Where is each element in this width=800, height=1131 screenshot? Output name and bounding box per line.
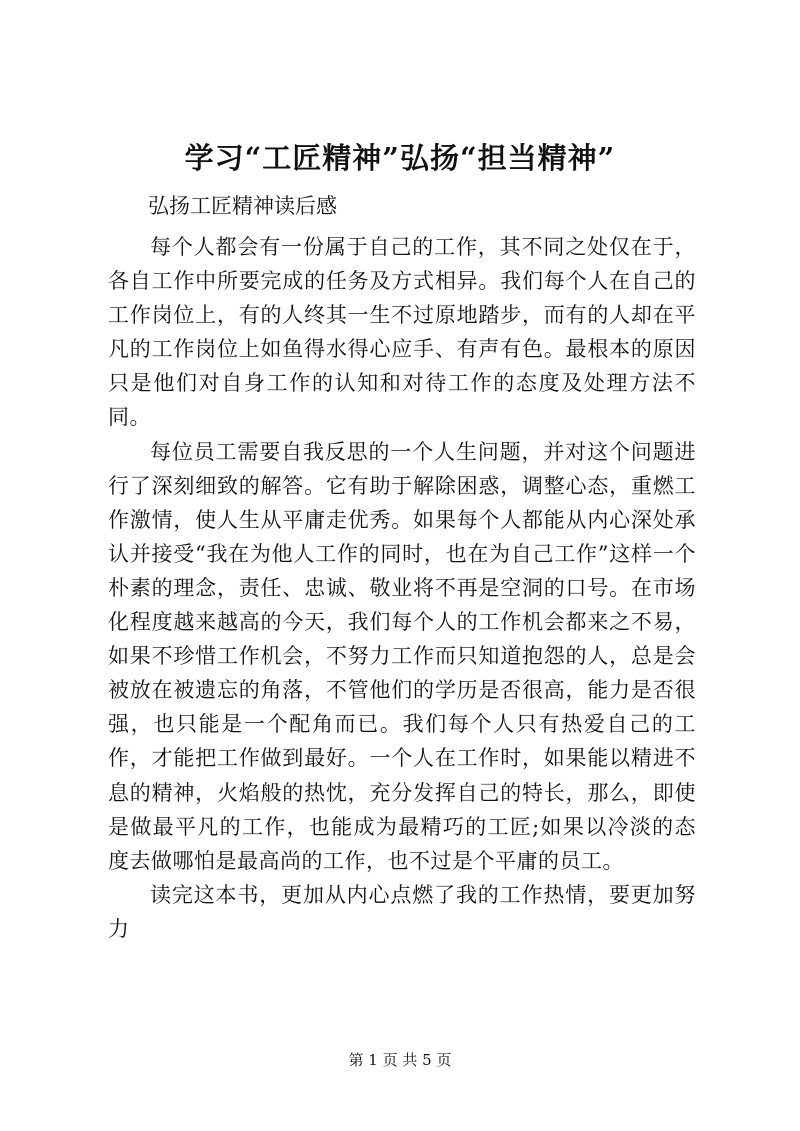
paragraph-1: 每个人都会有一份属于自己的工作，其不同之处仅在于，各自工作中所要完成的任务及方式相异。我们每个人在自己的工作岗位上，有的人终其一生不过原地踏步，而有的人却在平凡的工作岗位上如鱼得水得心应手、有声有色。最根本的原因只是他们对自身工作的认知和对待工作的态度及处理方法不同。 [108, 235, 696, 430]
paragraph-3: 读完这本书，更加从内心点燃了我的工作热情，要更加努力 [108, 882, 696, 941]
document-subtitle: 弘扬工匠精神读后感 [148, 194, 337, 218]
document-title: 学习“工匠精神”弘扬“担当精神” [184, 141, 616, 175]
page-footer: 第 1 页 共 5 页 [348, 1051, 452, 1069]
paragraph-2: 每位员工需要自我反思的一个人生问题，并对这个问题进行了深刻细致的解答。它有助于解除困惑，调整心态，重燃工作激情，使人生从平庸走优秀。如果每个人都能从内心深处承认并接受“我在为他人工作的同时，也在为自己工作”这样一个朴素的理念，责任、忠诚、敬业将不再是空洞的口号。在市场化程度越来越高的今天，我们每个人的工作机会都来之不易，如果不珍惜工作机会，不努力工作而只知道抱怨的人，总是会被放在被遗忘的角落，不管他们的学历是否很高，能力是否很强，也只能是一个配角而已。我们每个人只有热爱自己的工作，才能把工作做到最好。一个人在工作时，如果能以精进不息的精神，火焰般的热忱，充分发挥自己的特长，那么，即使是做最平凡的工作，也能成为最精巧的工匠;如果以冷淡的态度去做哪怕是最高尚的工作，也不过是个平庸的员工。 [108, 439, 696, 873]
document-body [108, 230, 696, 946]
